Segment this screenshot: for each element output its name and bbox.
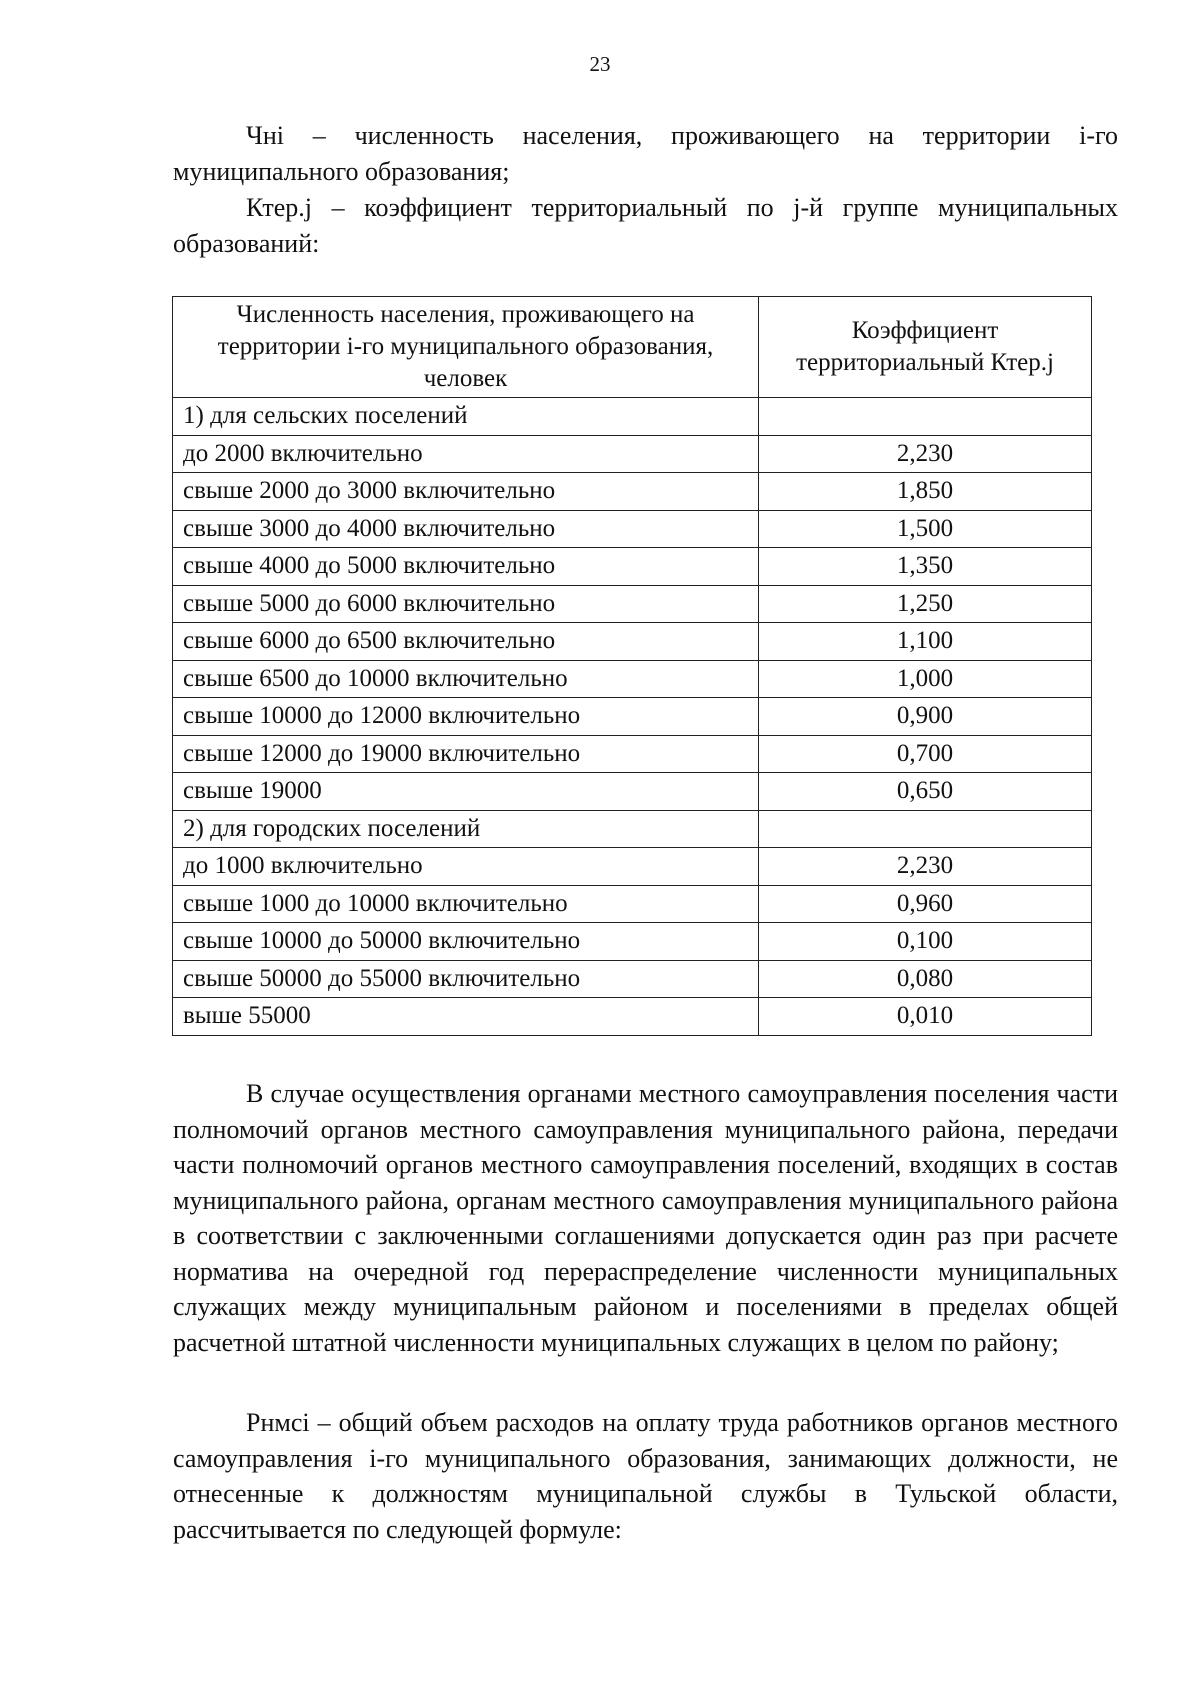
population-range-cell: свыше 19000 <box>173 773 759 811</box>
header-population: Численность населения, проживающего на территории i-го муниципального образования, человек <box>173 297 759 398</box>
population-range-cell: 1) для сельских поселений <box>173 398 759 436</box>
coefficient-value-cell: 1,350 <box>759 548 1092 586</box>
population-range-cell: до 1000 включительно <box>173 848 759 886</box>
coefficient-value-cell: 2,230 <box>759 848 1092 886</box>
table-row <box>173 773 1092 811</box>
coefficient-value-cell: 1,100 <box>759 623 1092 661</box>
table-row <box>173 510 1092 548</box>
population-range-cell: свыше 4000 до 5000 включительно <box>173 548 759 586</box>
coefficient-value-cell: 1,250 <box>759 585 1092 623</box>
table-row <box>173 398 1092 436</box>
table-row <box>173 473 1092 511</box>
population-range-cell: до 2000 включительно <box>173 435 759 473</box>
coefficient-value-cell: 0,010 <box>759 998 1092 1036</box>
page-number: 23 <box>589 52 611 76</box>
paragraph-population-definition: Чнi – численность населения, проживающего на территории i-го муниципального образования; <box>173 121 1118 186</box>
table-row <box>173 623 1092 661</box>
table-header-row <box>173 297 1092 398</box>
coefficient-value-cell: 0,650 <box>759 773 1092 811</box>
coefficient-value-cell: 0,080 <box>759 960 1092 998</box>
population-range-cell: свыше 2000 до 3000 включительно <box>173 473 759 511</box>
header-coefficient: Коэффициент территориальный Ктер.j <box>759 297 1092 398</box>
population-range-cell: свыше 6500 до 10000 включительно <box>173 660 759 698</box>
table-row <box>173 885 1092 923</box>
population-range-cell: свыше 3000 до 4000 включительно <box>173 510 759 548</box>
population-range-cell: свыше 12000 до 19000 включительно <box>173 735 759 773</box>
population-range-cell: свыше 50000 до 55000 включительно <box>173 960 759 998</box>
coefficient-value-cell: 2,230 <box>759 435 1092 473</box>
population-range-cell: свыше 5000 до 6000 включительно <box>173 585 759 623</box>
coefficient-value-cell: 0,100 <box>759 923 1092 961</box>
table-row <box>173 735 1092 773</box>
coefficient-value-cell: 0,900 <box>759 698 1092 736</box>
population-range-cell: свыше 10000 до 50000 включительно <box>173 923 759 961</box>
coefficient-value-cell <box>759 398 1092 436</box>
table-row <box>173 660 1092 698</box>
population-range-cell: свыше 10000 до 12000 включительно <box>173 698 759 736</box>
table-body <box>173 398 1092 1036</box>
table-row <box>173 585 1092 623</box>
coefficient-value-cell: 0,700 <box>759 735 1092 773</box>
population-range-cell: выше 55000 <box>173 998 759 1036</box>
table-row <box>173 698 1092 736</box>
coefficient-value-cell: 0,960 <box>759 885 1092 923</box>
table-row <box>173 960 1092 998</box>
coefficient-value-cell: 1,000 <box>759 660 1092 698</box>
table-row <box>173 810 1092 848</box>
paragraph-coefficient-definition: Ктер.j – коэффициент территориальный по j-й группе муниципальных образований: <box>173 193 1118 258</box>
table-row <box>173 435 1092 473</box>
paragraph-labor-expenses: Рнмсi – общий объем расходов на оплату труда работников органов местного самоуправления i-го муниципального образования, занимающих должности, не отнесенные к должностям муниципальной службы в Тульской области, рассчитывается по следующей формуле: <box>173 1408 1118 1544</box>
coefficient-value-cell: 1,500 <box>759 510 1092 548</box>
coefficient-value-cell: 1,850 <box>759 473 1092 511</box>
territorial-coefficient-table <box>172 296 1092 1036</box>
population-range-cell: 2) для городских поселений <box>173 810 759 848</box>
coefficient-table-container <box>172 296 1092 1036</box>
table-row <box>173 548 1092 586</box>
population-range-cell: свыше 1000 до 10000 включительно <box>173 885 759 923</box>
table-row <box>173 848 1092 886</box>
coefficient-value-cell <box>759 810 1092 848</box>
table-row <box>173 923 1092 961</box>
table-row <box>173 998 1092 1036</box>
population-range-cell: свыше 6000 до 6500 включительно <box>173 623 759 661</box>
paragraph-powers-transfer: В случае осуществления органами местного самоуправления поселения части полномочий органов местного самоуправления муниципального района, передачи части полномочий органов местного самоуправления поселений, входящих в состав муниципального района, органам местного самоуправления муниципального района в соответствии с заключенными соглашениями допускается один раз при расчете норматива на очередной год перераспределение численности муниципальных служащих между муниципальным районом и поселениями в пределах общей расчетной штатной численности муниципальных служащих в целом по району; <box>173 1079 1118 1357</box>
